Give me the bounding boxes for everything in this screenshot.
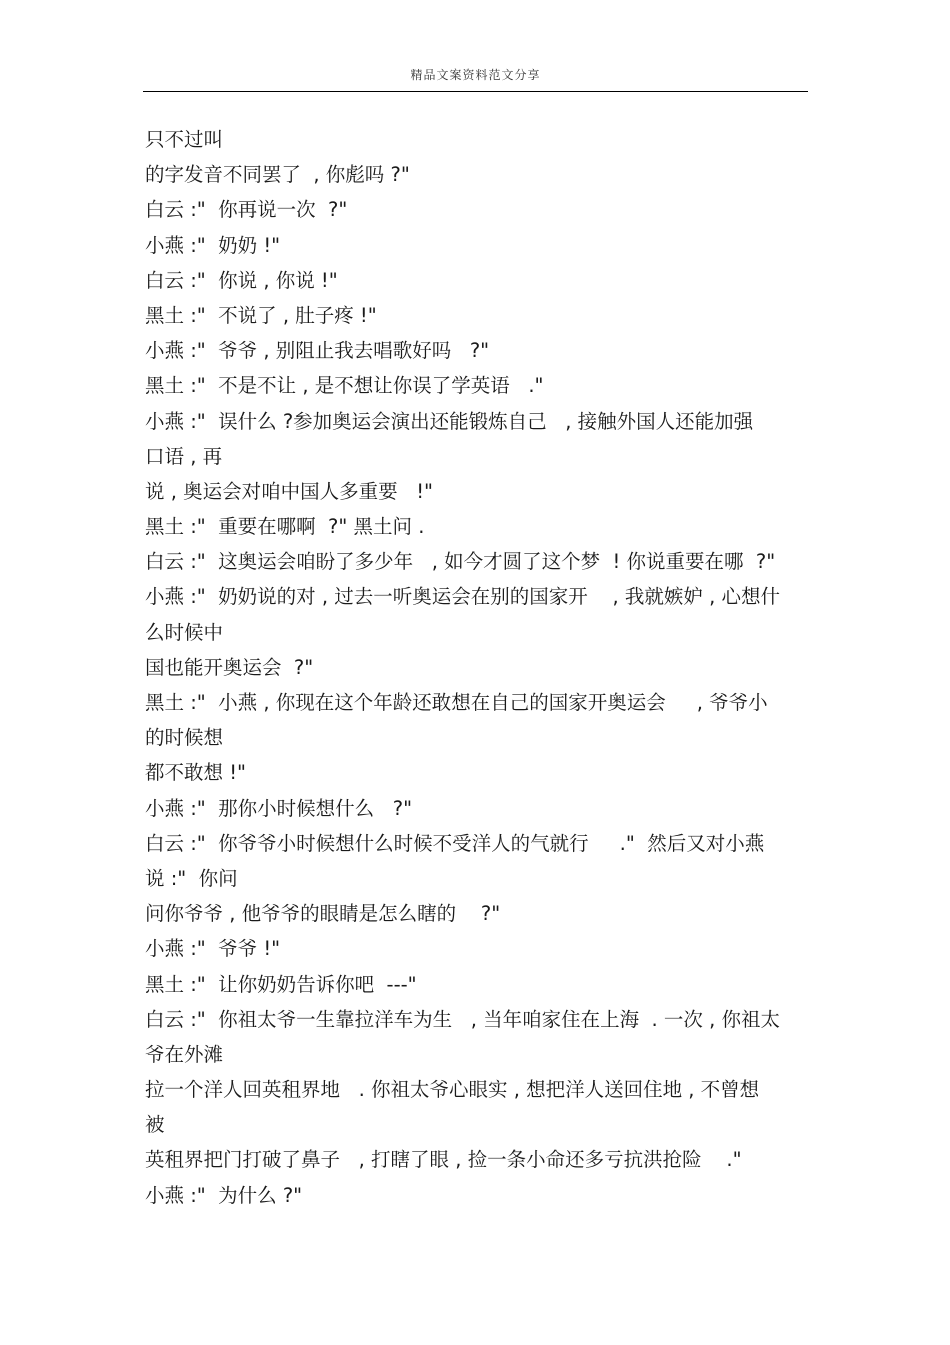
text-line: 小燕 :" 为什么 ?" (145, 1183, 303, 1207)
text-line: 英租界把门打破了鼻子 , 打瞎了眼 , 捡一条小命还多亏抗洪抢险 ." (145, 1148, 742, 1172)
text-line: 么时候中 (145, 620, 224, 644)
text-line: 说 , 奥运会对咱中国人多重要 !" (145, 479, 433, 503)
text-line: 被 (145, 1113, 165, 1137)
text-line: 小燕 :" 误什么 ?参加奥运会演出还能锻炼自己 , 接触外国人还能加强 (145, 409, 754, 433)
text-line: 都不敢想 !" (145, 761, 246, 785)
text-line: 白云 :" 你祖太爷一生靠拉洋车为生 , 当年咱家住在上海 . 一次 , 你祖太 (145, 1007, 781, 1031)
text-line: 小燕 :" 爷爷 !" (145, 937, 281, 961)
header-divider (143, 91, 808, 92)
text-line: 黑土 :" 让你奶奶告诉你吧 ---" (145, 972, 417, 996)
text-line: 说 :" 你问 (145, 866, 238, 890)
text-line: 小燕 :" 爷爷 , 别阻止我去唱歌好吗 ?" (145, 339, 490, 363)
text-line: 黑土 :" 小燕 , 你现在这个年龄还敢想在自己的国家开奥运会 , 爷爷小 (145, 691, 768, 714)
text-line: 拉一个洋人回英租界地 . 你祖太爷心眼实 , 想把洋人送回住地 , 不曾想 (145, 1078, 760, 1102)
text-line: 小燕 :" 奶奶说的对 , 过去一听奥运会在别的国家开 , 我就嫉妒 , 心想什 (145, 585, 781, 609)
text-line: 白云 :" 你爷爷小时候想什么时候不受洋人的气就行 ." 然后又对小燕 (145, 831, 765, 855)
text-line: 国也能开奥运会 ?" (145, 655, 314, 679)
page-header: 精品文案资料范文分享 (410, 68, 541, 82)
text-line: 白云 :" 你说 , 你说 !" (145, 268, 338, 292)
text-line: 的时候想 (145, 726, 224, 750)
text-line: 白云 :" 这奥运会咱盼了多少年 , 如今才圆了这个梦 ! 你说重要在哪 ?" (145, 550, 776, 574)
text-line: 只不过叫 (145, 128, 224, 151)
text-line: 黑土 :" 不是不让 , 是不想让你误了学英语 ." (145, 374, 544, 398)
text-line: 黑土 :" 重要在哪啊 ?" 黑土问 . (145, 515, 425, 539)
text-line: 口语 , 再 (145, 444, 223, 468)
document-body (145, 122, 810, 1213)
text-line: 问你爷爷 , 他爷爷的眼睛是怎么瞎的 ?" (145, 902, 501, 926)
text-line: 白云 :" 你再说一次 ?" (145, 198, 348, 222)
text-line: 的字发音不同罢了 , 你彪吗 ?" (145, 163, 410, 187)
text-line: 小燕 :" 那你小时候想什么 ?" (145, 796, 413, 820)
text-line: 爷在外滩 (145, 1042, 224, 1066)
text-line: 小燕 :" 奶奶 !" (145, 233, 281, 257)
text-line: 黑土 :" 不说了 , 肚子疼 !" (145, 303, 377, 327)
